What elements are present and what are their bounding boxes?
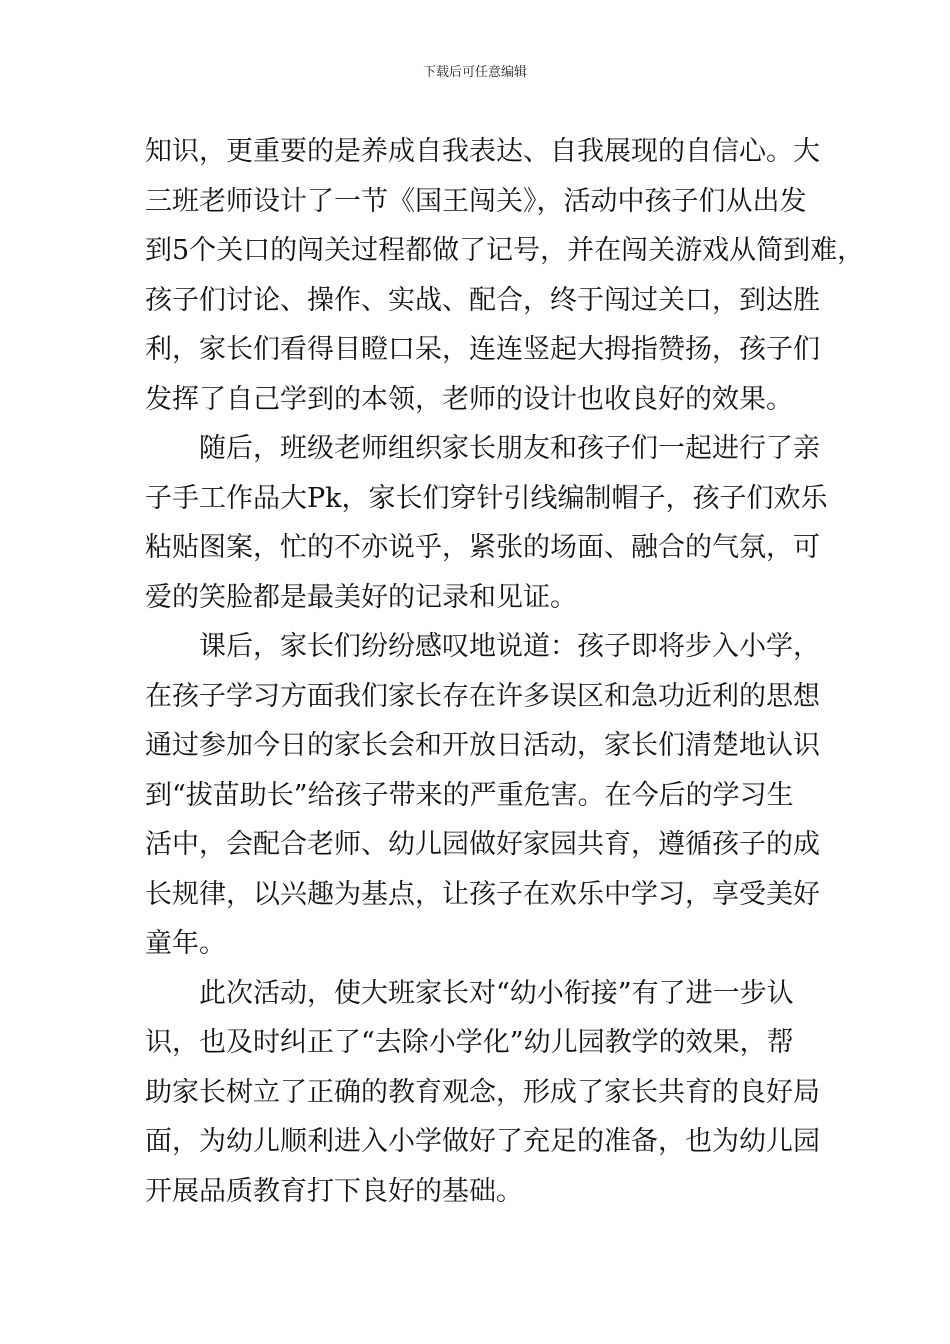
text-line: 此次活动，使大班家长对“幼小衔接”有了进一步认 [145, 977, 794, 1009]
text-line: 发挥了自己学到的本领，老师的设计也收良好的效果。 [145, 383, 793, 415]
text-line: 到“拔苗助长”给孩子带来的严重危害。在今后的学习生 [145, 779, 794, 811]
text-line: 开展品质教育打下良好的基础。 [145, 1175, 523, 1207]
text-line: 童年。 [145, 928, 226, 959]
text-line: 到5个关口的闯关过程都做了记号，并在闯关游戏从简到难， [145, 235, 865, 266]
text-line: 孩子们讨论、操作、实战、配合，终于闯过关口，到达胜 [145, 284, 820, 316]
text-line: 子手工作品大Pk，家长们穿针引线编制帽子，孩子们欢乐 [145, 482, 828, 514]
text-line: 课后，家长们纷纷感叹地说道：孩子即将步入小学， [145, 631, 820, 662]
text-line: 活中，会配合老师、幼儿园做好家园共育，遵循孩子的成 [145, 829, 820, 860]
page-header: 下载后可任意编辑 [422, 65, 527, 80]
document-body [145, 127, 865, 1216]
text-line: 随后，班级老师组织家长朋友和孩子们一起进行了亲 [145, 433, 820, 464]
text-line: 长规律，以兴趣为基点，让孩子在欢乐中学习，享受美好 [145, 878, 820, 910]
text-line: 三班老师设计了一节《国王闯关》，活动中孩子们从出发 [145, 185, 807, 217]
text-line: 知识，更重要的是养成自我表达、自我展现的自信心。大 [145, 136, 820, 167]
text-line: 识，也及时纠正了“去除小学化”幼儿园教学的效果，帮 [145, 1027, 794, 1058]
text-line: 在孩子学习方面我们家长存在许多误区和急功近利的思想 [145, 680, 820, 712]
text-line: 助家长树立了正确的教育观念，形成了家长共育的良好局 [145, 1076, 820, 1108]
text-line: 通过参加今日的家长会和开放日活动，家长们清楚地认识 [145, 730, 820, 761]
text-line: 利，家长们看得目瞪口呆，连连竖起大拇指赞扬，孩子们 [145, 334, 820, 365]
text-line: 粘贴图案，忙的不亦说乎，紧张的场面、融合的气氛，可 [145, 532, 820, 563]
text-line: 爱的笑脸都是最美好的记录和见证。 [145, 581, 577, 613]
text-line: 面，为幼儿顺利进入小学做好了充足的准备，也为幼儿园 [145, 1126, 820, 1157]
